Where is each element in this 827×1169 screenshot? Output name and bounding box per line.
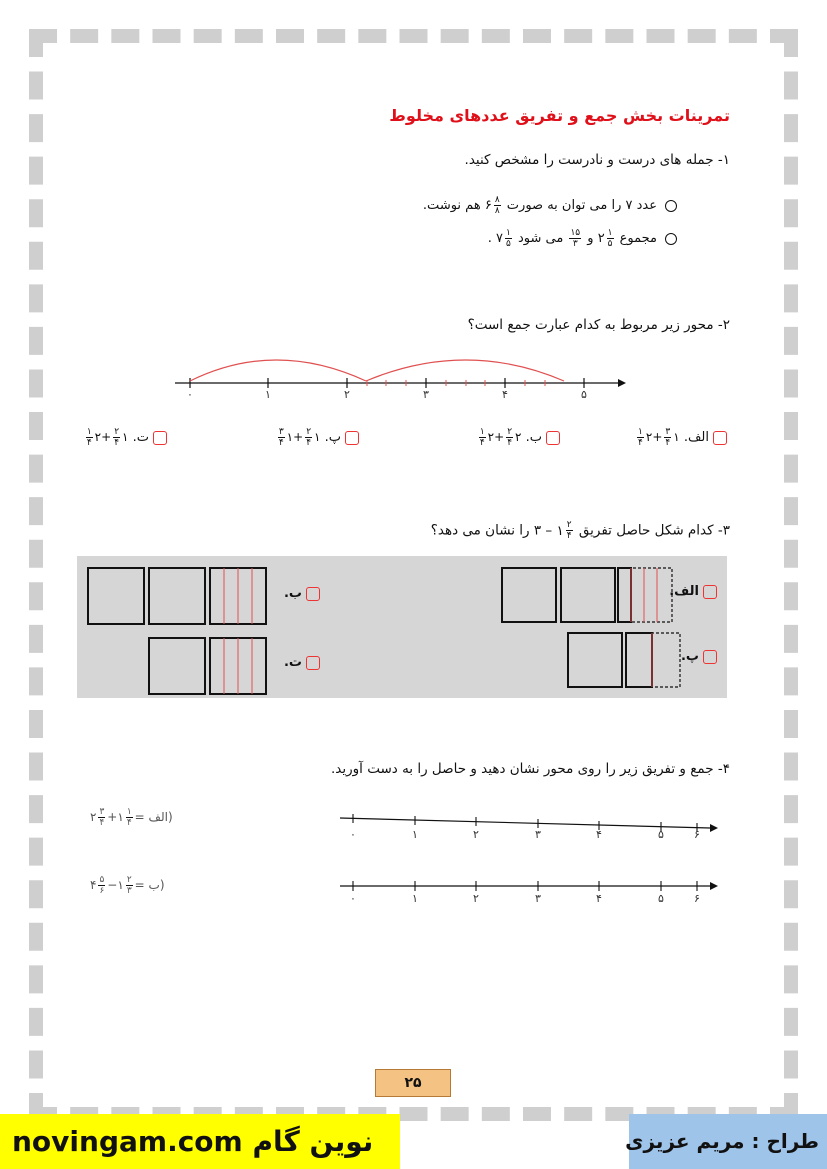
option-checkbox[interactable] [703, 650, 717, 664]
tick-label: ۵ [658, 828, 664, 841]
question-1-text: ۱- جمله های درست و نادرست را مشخص کنید. [464, 152, 730, 168]
statement-1: عدد ۷ را می توان به صورت $\frac{۸}{۸}$ ۶ هم نوشت. [423, 195, 677, 216]
option-checkbox[interactable] [153, 431, 167, 445]
tick-label: ۵ [581, 388, 587, 401]
option-be-shape: ب. [284, 586, 320, 601]
question-4-text: ۴- جمع و تفریق زیر را روی محور نشان دهید و حاصل را به دست آورید. [330, 761, 730, 777]
option-te-shape: ت. [284, 655, 320, 670]
shapes-panel [77, 556, 727, 698]
option-pe-shape: پ. [681, 649, 717, 664]
tick-label: ۱ [265, 388, 271, 401]
tick-label: ۴ [502, 388, 508, 401]
option-checkbox[interactable] [306, 587, 320, 601]
true-false-circle[interactable] [665, 233, 677, 245]
mixed-number: $\frac{۱}{۵}$ ۲ [597, 228, 613, 249]
option-be: ب. ۲ $\frac{۲}{۴}$ +۲ $\frac{۱}{۴}$ [477, 427, 560, 448]
tick-label: ۶ [694, 828, 700, 841]
designer-banner: طراح : مریم عزیزی [629, 1114, 827, 1169]
tick-label: ۵ [658, 892, 664, 905]
option-checkbox[interactable] [546, 431, 560, 445]
site-banner: novingam.com نوین گام [0, 1114, 400, 1169]
option-alef: الف. ۱ $\frac{۳}{۴}$ +۲ $\frac{۱}{۴}$ [635, 427, 727, 448]
tick-label: ۲ [344, 388, 350, 401]
tick-label: ۱ [412, 828, 418, 841]
mixed-number: $\frac{۱}{۵}$ ۷ [496, 228, 511, 249]
tick-label: ۶ [694, 892, 700, 905]
exercise-a: (الف ۲ $\frac{۳}{۴}$ +۱ $\frac{۱}{۴}$ = [90, 807, 173, 828]
page-title: تمرینات بخش جمع و تفریق عددهای مخلوط [389, 106, 730, 125]
tick-label: ۳ [423, 388, 429, 401]
tick-label: ۴ [596, 892, 602, 905]
tick-label: ۲ [473, 828, 479, 841]
tick-label: ۰ [350, 892, 356, 905]
option-checkbox[interactable] [713, 431, 727, 445]
question-3-text: ۳- کدام شکل حاصل تفریق $\frac{۲}{۴}$ ۱ – ۳ را نشان می دهد؟ [430, 520, 730, 541]
statement-2: مجموع $\frac{۱}{۵}$ ۲ و $\frac{۱۵}{۳}$ می شود $\frac{۱}{۵}$ ۷ . [488, 228, 677, 249]
jump-arc-1 [190, 360, 366, 381]
tick-label: ۰ [187, 388, 193, 401]
tick-label: ۲ [473, 892, 479, 905]
mixed-number: $\frac{۸}{۸}$ ۶ [484, 195, 500, 216]
number-lines-q4 [335, 812, 725, 912]
tick-label: ۰ [350, 828, 356, 841]
fraction-squares [77, 556, 727, 698]
option-alef-shape: الف. [669, 584, 717, 599]
option-pe: پ. ۱ $\frac{۲}{۴}$ +۱ $\frac{۳}{۴}$ [276, 427, 359, 448]
tick-label: ۳ [535, 892, 541, 905]
true-false-circle[interactable] [665, 200, 677, 212]
fraction: $\frac{۱۵}{۳}$ [570, 228, 581, 249]
jump-arc-2 [366, 360, 564, 381]
question-2-text: ۲- محور زیر مربوط به کدام عبارت جمع است؟ [467, 317, 730, 333]
option-te: ت. ۱ $\frac{۲}{۴}$ +۲ $\frac{۱}{۴}$ [84, 427, 167, 448]
tick-label: ۴ [596, 828, 602, 841]
tick-label: ۳ [535, 828, 541, 841]
number-line-q2 [170, 345, 630, 405]
option-checkbox[interactable] [306, 656, 320, 670]
tick-label: ۱ [412, 892, 418, 905]
option-checkbox[interactable] [345, 431, 359, 445]
option-checkbox[interactable] [703, 585, 717, 599]
page-number: ۲۵ [375, 1069, 451, 1097]
mixed-number: $\frac{۲}{۴}$ ۱ [556, 520, 572, 541]
exercise-b: (ب ۴ $\frac{۵}{۶}$ −۱ $\frac{۲}{۳}$ = [90, 875, 165, 896]
